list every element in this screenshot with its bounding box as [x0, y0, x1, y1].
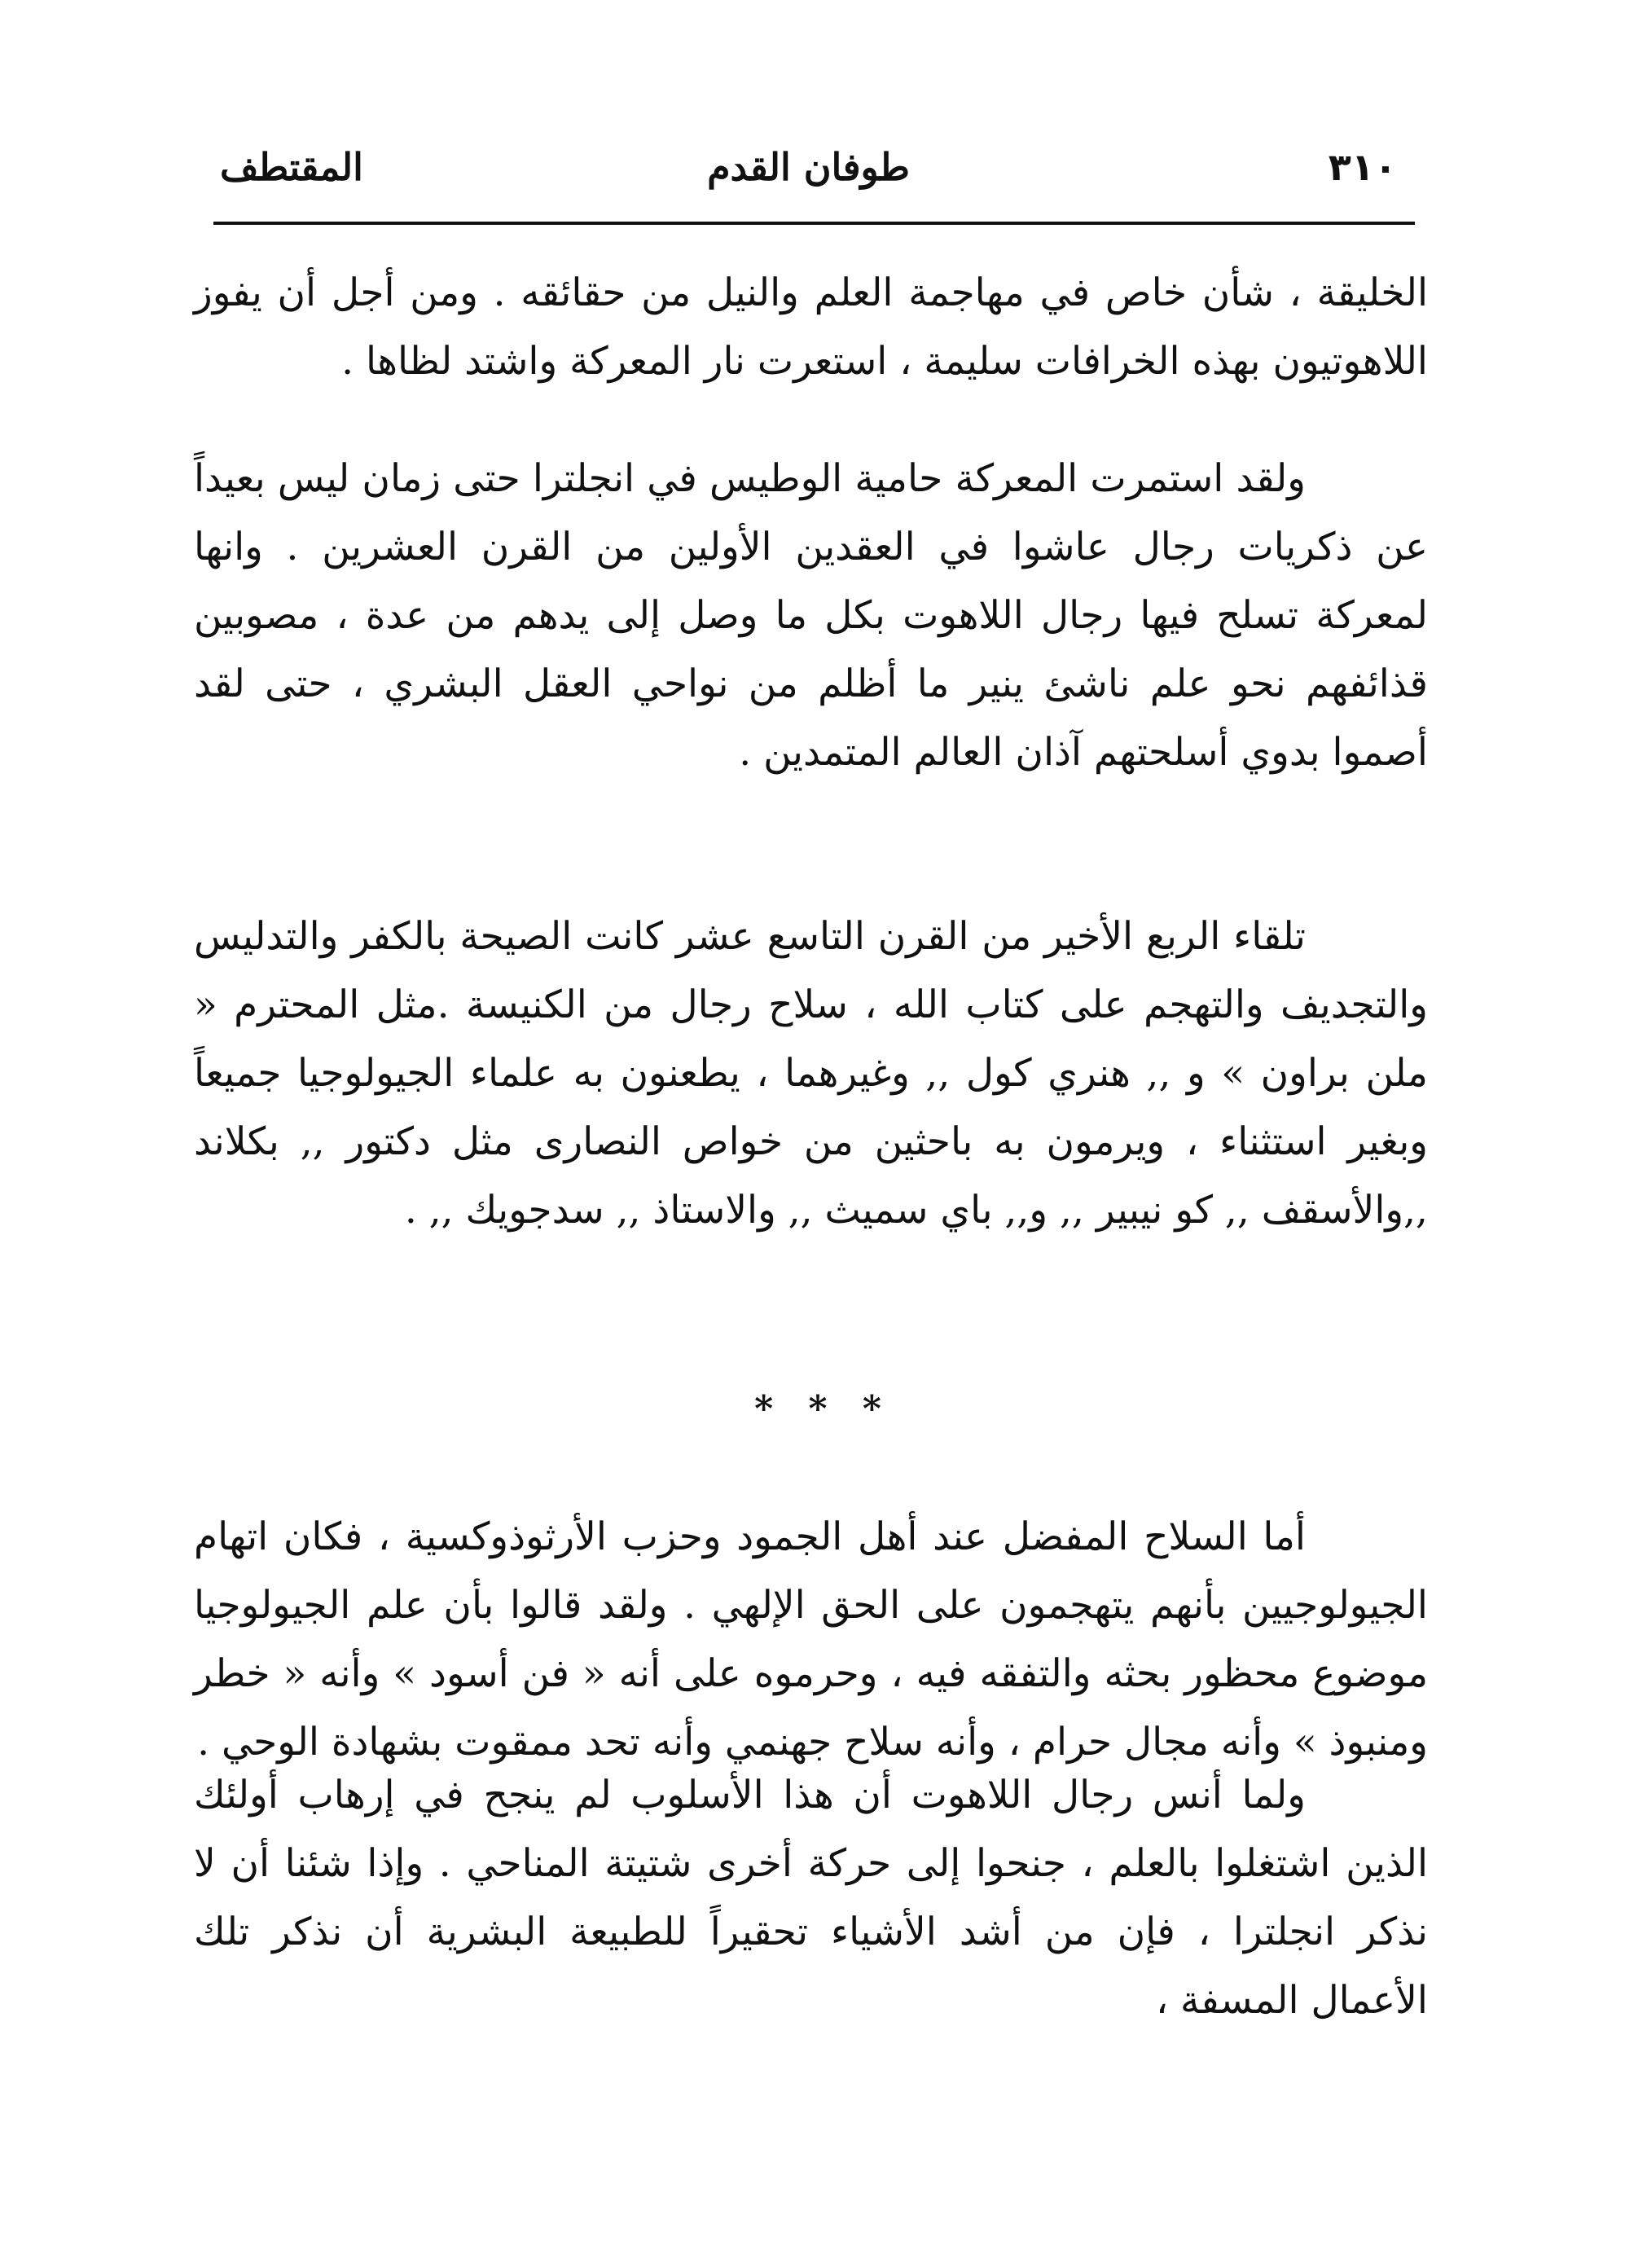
paragraph-5: ولما أنس رجال اللاهوت أن هذا الأسلوب لم ينجح في إرهاب أولئك الذين اشتغلوا بالعلم ، جنحوا إلى حركة أخرى شتيتة المناحي . وإذا شئنا أن لا نذكر انجلترا ، فإن من أشد الأشياء تحقيراً للطبيعة البشرية أن نذكر تلك الأعمال المسفة ،	[194, 1773, 1428, 2023]
paragraph-1: الخليقة ، شأن خاص في مهاجمة العلم والنيل من حقائقه . ومن أجل أن يفوز اللاهوتيون بهذه الخرافات سليمة ، استعرت نار المعركة واشتد لظاها .	[194, 270, 1428, 384]
header-rule	[213, 222, 1415, 225]
paragraph-3: تلقاء الربع الأخير من القرن التاسع عشر كانت الصيحة بالكفر والتدليس والتجديف والتهجم على كتاب الله ، سلاح رجال من الكنيسة .مثل المحترم « ملن براون » و ,, هنري كول ,, وغيرهما ، يطعنون به علماء الجيولوجيا جميعاً وبغير استثناء ، ويرمون به باحثين من خواص النصارى مثل دكتور ,, بكلاند ,,والأسقف ,, كو نيبير ,, و,, باي سميث ,, والاستاذ ,, سدجويك ,, .	[194, 914, 1428, 1233]
section-separator: * * *	[754, 1388, 893, 1430]
paragraph-4: أما السلاح المفضل عند أهل الجمود وحزب الأرثوذوكسية ، فكان اتهام الجيولوجيين بأنهم يتهجمون على الحق الإلهي . ولقد قالوا بأن علم الجيولوجيا موضوع محظور بحثه والتفقه فيه ، وحرموه على أنه « فن أسود » وأنه « خطر ومنبوذ » وأنه مجال حرام ، وأنه سلاح جهنمي وأنه تحد ممقوت بشهادة الوحي .	[194, 1514, 1428, 1765]
paragraph-2: ولقد استمرت المعركة حامية الوطيس في انجلترا حتى زمان ليس بعيداً عن ذكريات رجال عاشوا في العقدين الأولين من القرن العشرين . وانها لمعركة تسلح فيها رجال اللاهوت بكل ما وصل إلى يدهم من عدة ، مصوبين قذائفهم نحو علم ناشئ ينير ما أظلم من نواحي العقل البشري ، حتى لقد أصموا بدوي أسلحتهم آذان العالم المتمدين .	[194, 456, 1428, 775]
running-title: طوفان القدم	[707, 145, 910, 189]
journal-name: المقتطف	[220, 145, 363, 189]
page-number: ٣١٠	[1328, 145, 1397, 189]
page-header	[220, 130, 1397, 204]
